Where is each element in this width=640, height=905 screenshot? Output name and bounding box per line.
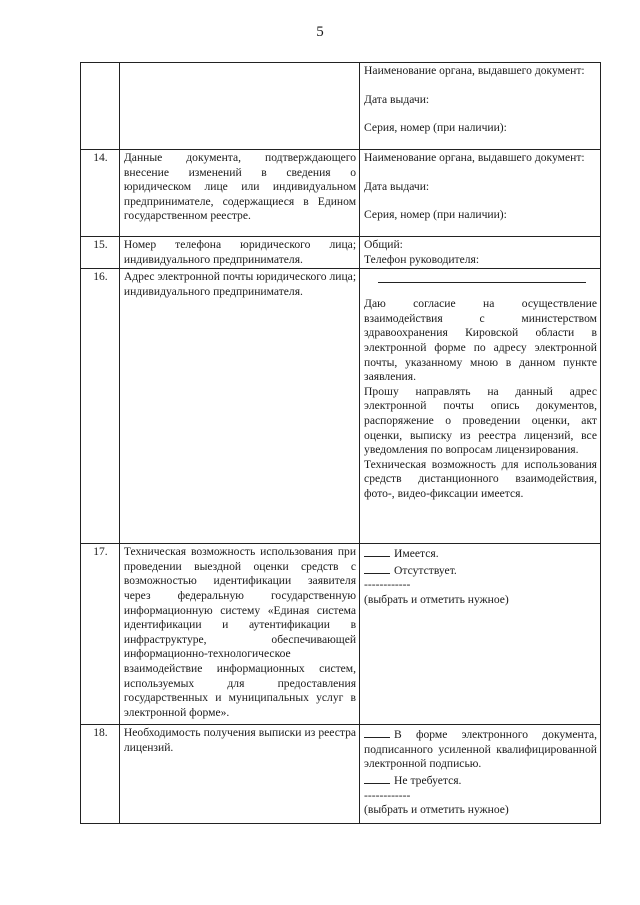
row-description: Номер телефона юридического лица; индивидуального предпринимателя. bbox=[119, 237, 359, 269]
row-fields bbox=[360, 544, 601, 725]
row-fields bbox=[360, 63, 601, 150]
option-available bbox=[364, 545, 597, 562]
head-phone-label: Телефон руководителя: bbox=[364, 252, 480, 266]
row-description: Техническая возможность использования при проведении выездной оценки средств с возможностью идентификации заявителя через федеральную государственную информационную систему «Единая система идентификации и аутентификации в инфраструктуре, обеспечивающей информационно-технологическое взаимодействие информационных систем, используемых для предоставления государственных и муниципальных услуг в электронной форме». bbox=[119, 544, 359, 725]
option-electronic-label: В форме электронного документа, подписанного усиленной квалифицированной электронной подписью. bbox=[364, 728, 597, 771]
technical-possibility-text: Техническая возможность для использования средств дистанционного взаимодействия, фото-, видео-фиксации имеется. bbox=[364, 457, 597, 500]
option-absent-label: Отсутствует. bbox=[394, 563, 457, 577]
consent-text: Даю согласие на осуществление взаимодействия с министерством здравоохранения Кировской области в электронной форме по адресу электронной почты, указанному мною в данном пункте заявления. bbox=[364, 297, 597, 384]
page-number: 5 bbox=[316, 24, 324, 40]
row-fields bbox=[360, 725, 601, 824]
option-not-required-label: Не требуется. bbox=[394, 773, 462, 787]
instruction-text: (выбрать и отметить нужное) bbox=[364, 803, 509, 817]
row-number: 17. bbox=[81, 544, 120, 725]
table-row bbox=[81, 544, 601, 725]
table-row bbox=[81, 725, 601, 824]
option-absent bbox=[364, 562, 597, 579]
row-number: 18. bbox=[81, 725, 120, 824]
row-number: 14. bbox=[81, 150, 120, 237]
row-number: 15. bbox=[81, 237, 120, 269]
row-fields bbox=[360, 269, 601, 544]
separator: ------------ bbox=[364, 578, 411, 592]
general-phone-label: Общий: bbox=[364, 238, 403, 251]
option-electronic bbox=[364, 726, 597, 772]
option-electronic-checkbox[interactable] bbox=[364, 726, 390, 738]
option-not-required bbox=[364, 772, 597, 789]
instruction-text: (выбрать и отметить нужное) bbox=[364, 592, 509, 606]
row-description: Необходимость получения выписки из реестра лицензий. bbox=[119, 725, 359, 824]
row-description: Данные документа, подтверждающего внесение изменений в сведения о юридическом лице или индивидуальном предпринимателе, содержащиеся в Едином государственном реестре. bbox=[119, 150, 359, 237]
option-absent-checkbox[interactable] bbox=[364, 562, 390, 574]
issue-date-label: Дата выдачи: bbox=[364, 179, 430, 193]
row-fields bbox=[360, 237, 601, 269]
row-fields bbox=[360, 150, 601, 237]
option-not-required-checkbox[interactable] bbox=[364, 772, 390, 784]
row-number bbox=[81, 63, 120, 150]
issuer-label: Наименование органа, выдавшего документ: bbox=[364, 64, 585, 77]
issuer-label: Наименование органа, выдавшего документ: bbox=[364, 151, 585, 164]
option-available-label: Имеется. bbox=[394, 547, 439, 561]
issue-date-label: Дата выдачи: bbox=[364, 92, 430, 106]
table-row bbox=[81, 237, 601, 269]
series-number-label: Серия, номер (при наличии): bbox=[364, 208, 507, 222]
request-text: Прошу направлять на данный адрес электронной почты опись документов, распоряжение о проведении оценки, акт оценки, выписку из реестра лицензий, все уведомления по вопросам лицензирования. bbox=[364, 384, 597, 457]
table-row bbox=[81, 269, 601, 544]
application-form-table bbox=[80, 62, 601, 824]
table-row bbox=[81, 63, 601, 150]
option-available-checkbox[interactable] bbox=[364, 545, 390, 557]
series-number-label: Серия, номер (при наличии): bbox=[364, 121, 507, 135]
table-row bbox=[81, 150, 601, 237]
row-description bbox=[119, 63, 359, 150]
row-description: Адрес электронной почты юридического лица; индивидуального предпринимателя. bbox=[119, 269, 359, 544]
row-number: 16. bbox=[81, 269, 120, 544]
email-input-line[interactable] bbox=[378, 282, 586, 283]
separator: ------------ bbox=[364, 788, 411, 802]
